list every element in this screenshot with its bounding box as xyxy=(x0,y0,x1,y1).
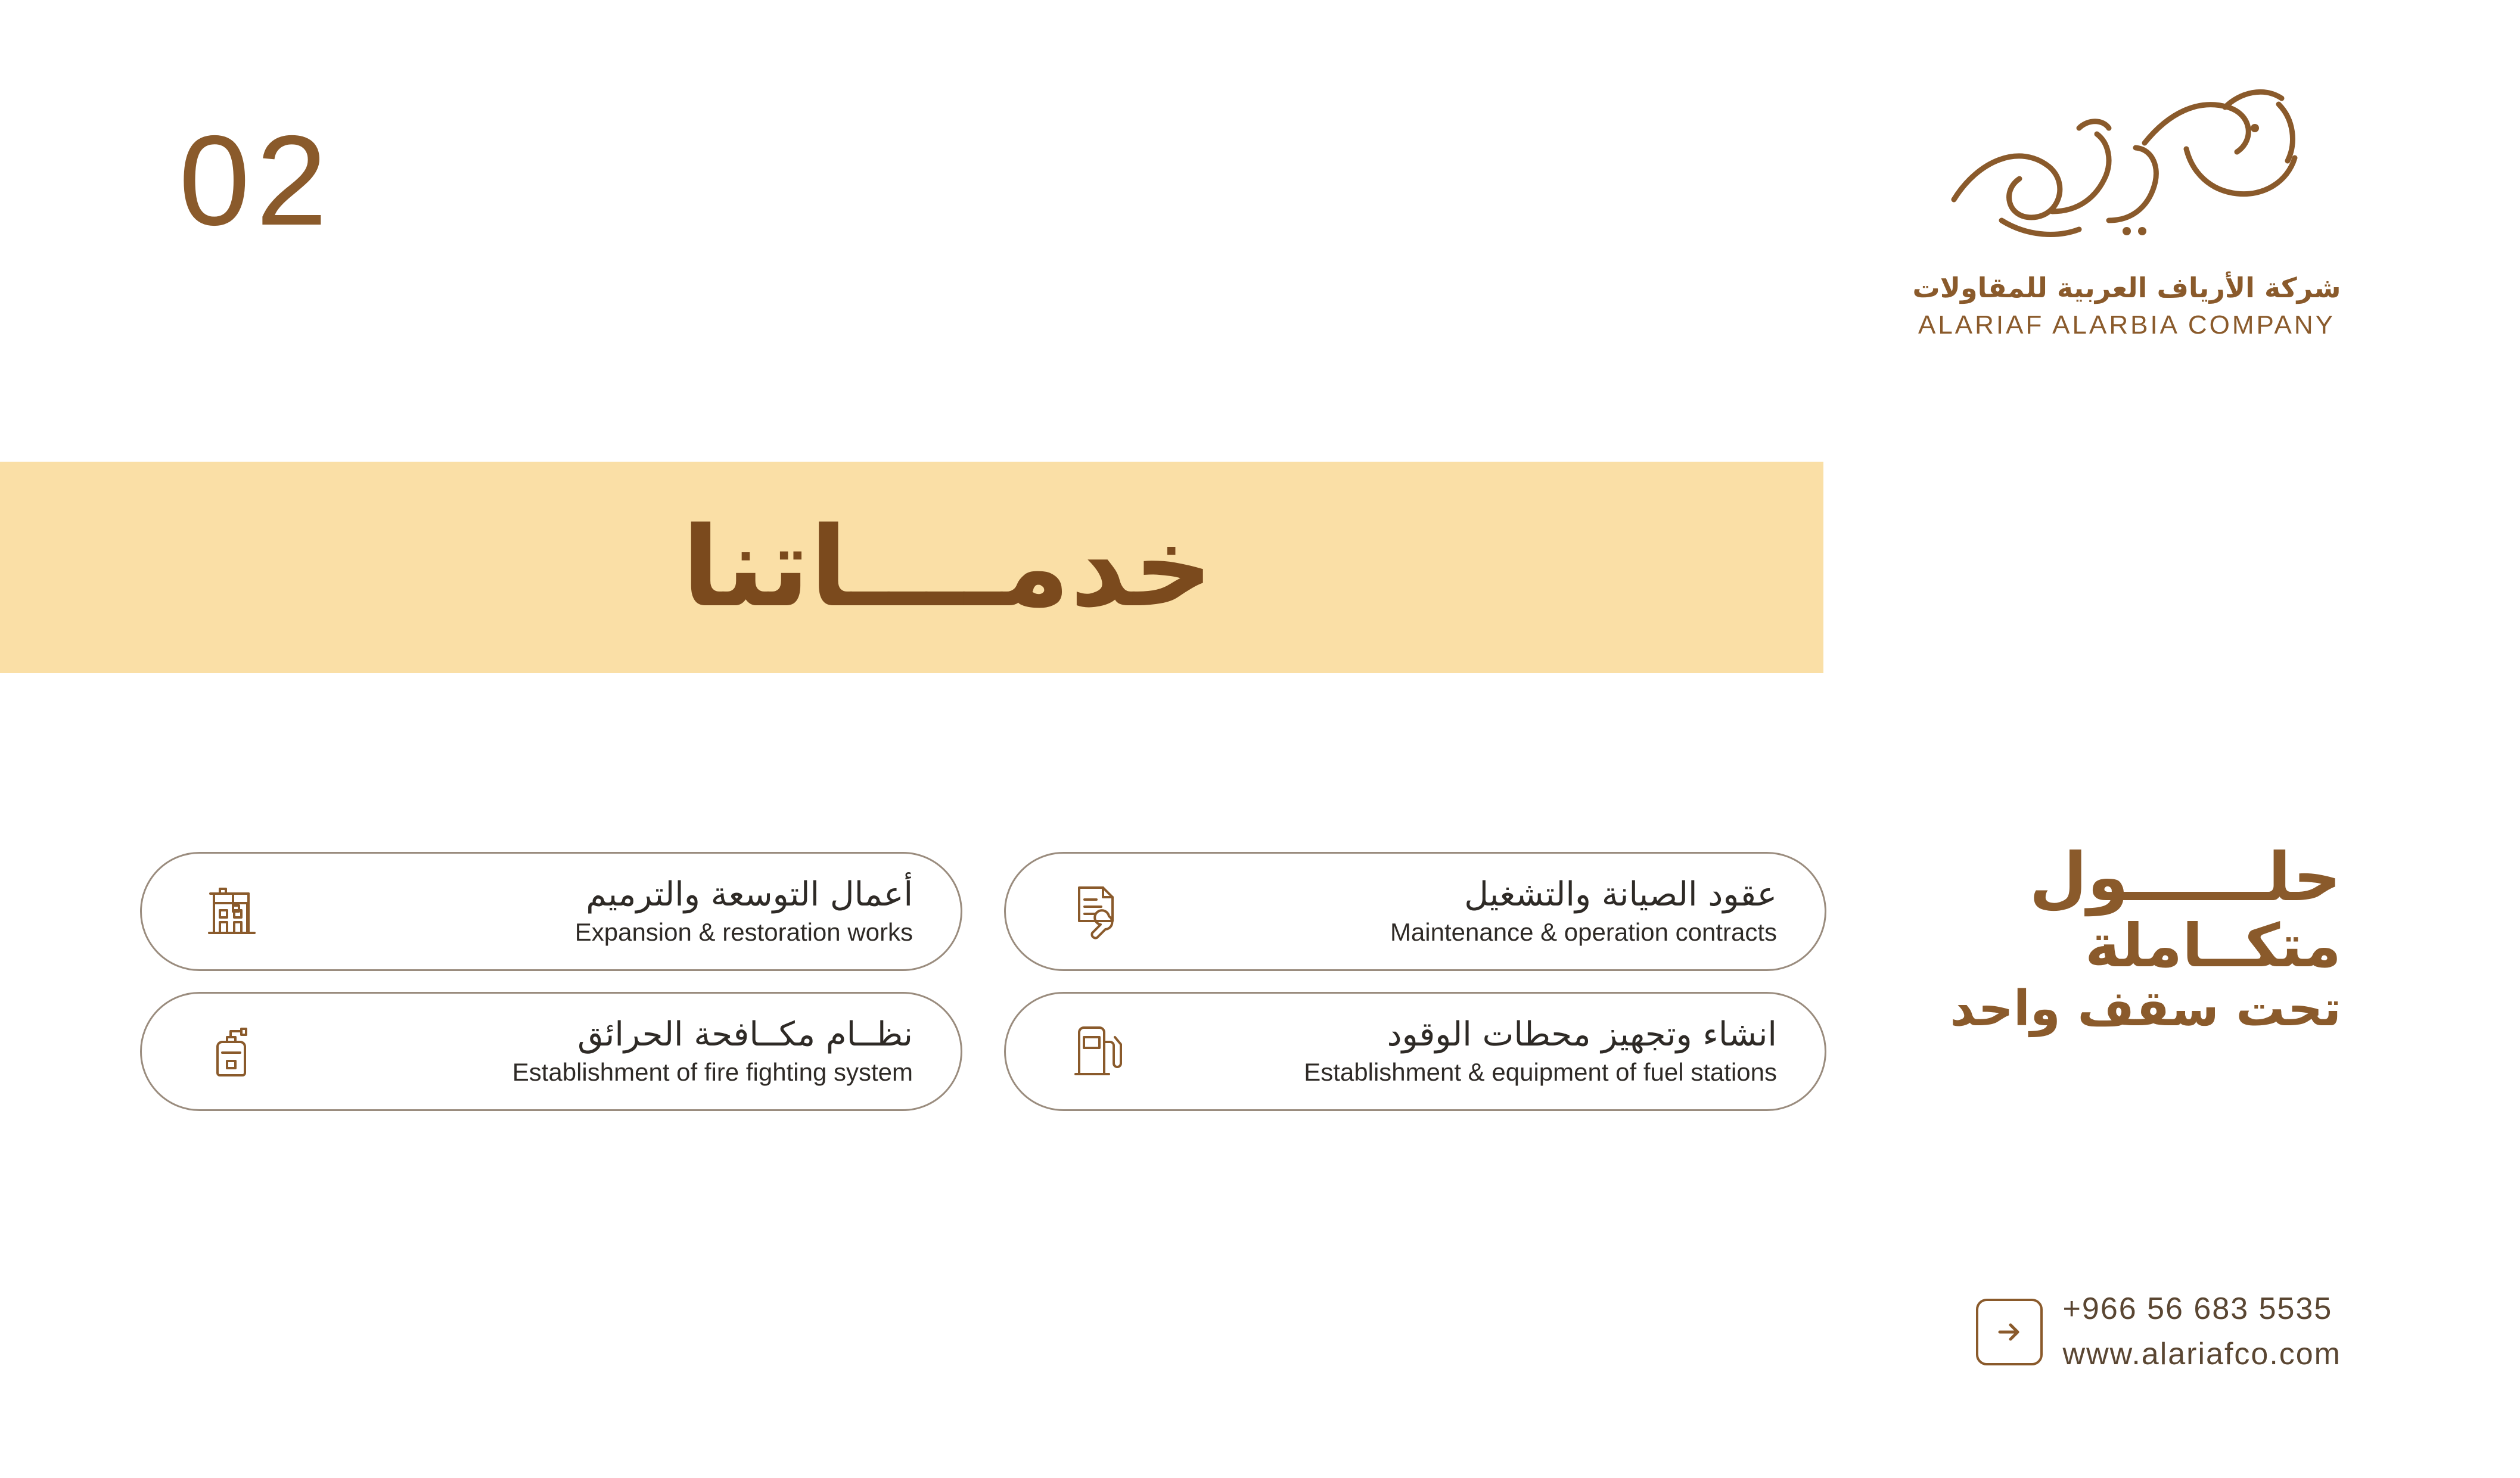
service-title-ar: عقود الصيانة والتشغيل xyxy=(1464,875,1777,914)
service-card-expansion[interactable] xyxy=(140,852,962,971)
arrow-right-icon[interactable] xyxy=(1976,1299,2043,1365)
tagline-line-1: حلــــــول xyxy=(2029,839,2341,916)
title-band xyxy=(0,462,1823,673)
company-logo xyxy=(1912,71,2341,340)
contact-block xyxy=(1976,1287,2341,1377)
service-title-ar: أعمال التوسعة والترميم xyxy=(586,875,913,914)
services-grid xyxy=(140,852,1826,1111)
contact-website[interactable]: www.alariafco.com xyxy=(2062,1336,2341,1371)
document-wrench-icon xyxy=(1051,867,1141,956)
service-card-fuel-stations[interactable] xyxy=(1004,992,1826,1111)
logo-english-name: ALARIAF ALARBIA COMPANY xyxy=(1918,310,2336,340)
tagline-line-3: تحت سقف واحد xyxy=(1950,980,2341,1037)
contact-phone[interactable]: +966 56 683 5535 xyxy=(2062,1292,2333,1327)
alariaf-arabic-calligraphy-logo-icon xyxy=(1930,71,2323,268)
service-card-fire-fighting[interactable] xyxy=(140,992,962,1111)
service-title-ar: نظــام مكــافحة الحرائق xyxy=(577,1015,913,1054)
fuel-pump-icon xyxy=(1051,1007,1141,1096)
service-title-ar: انشاء وتجهيز محطات الوقود xyxy=(1387,1015,1777,1054)
service-title-en: Expansion & restoration works xyxy=(574,918,913,947)
service-title-en: Establishment of fire fighting system xyxy=(512,1058,913,1087)
page-title: خدمــــاتنا xyxy=(682,503,1213,631)
fire-extinguisher-icon xyxy=(187,1007,276,1096)
service-title-en: Establishment & equipment of fuel stations xyxy=(1304,1058,1777,1087)
tagline xyxy=(1888,839,2341,1037)
logo-arabic-name: شركة الأرياف العربية للمقاولات xyxy=(1912,272,2341,304)
crane-building-icon xyxy=(187,867,276,956)
service-title-en: Maintenance & operation contracts xyxy=(1390,918,1777,947)
tagline-line-2: متكــاملة xyxy=(2084,910,2341,981)
service-card-maintenance[interactable] xyxy=(1004,852,1826,971)
section-number: 02 xyxy=(179,108,334,252)
